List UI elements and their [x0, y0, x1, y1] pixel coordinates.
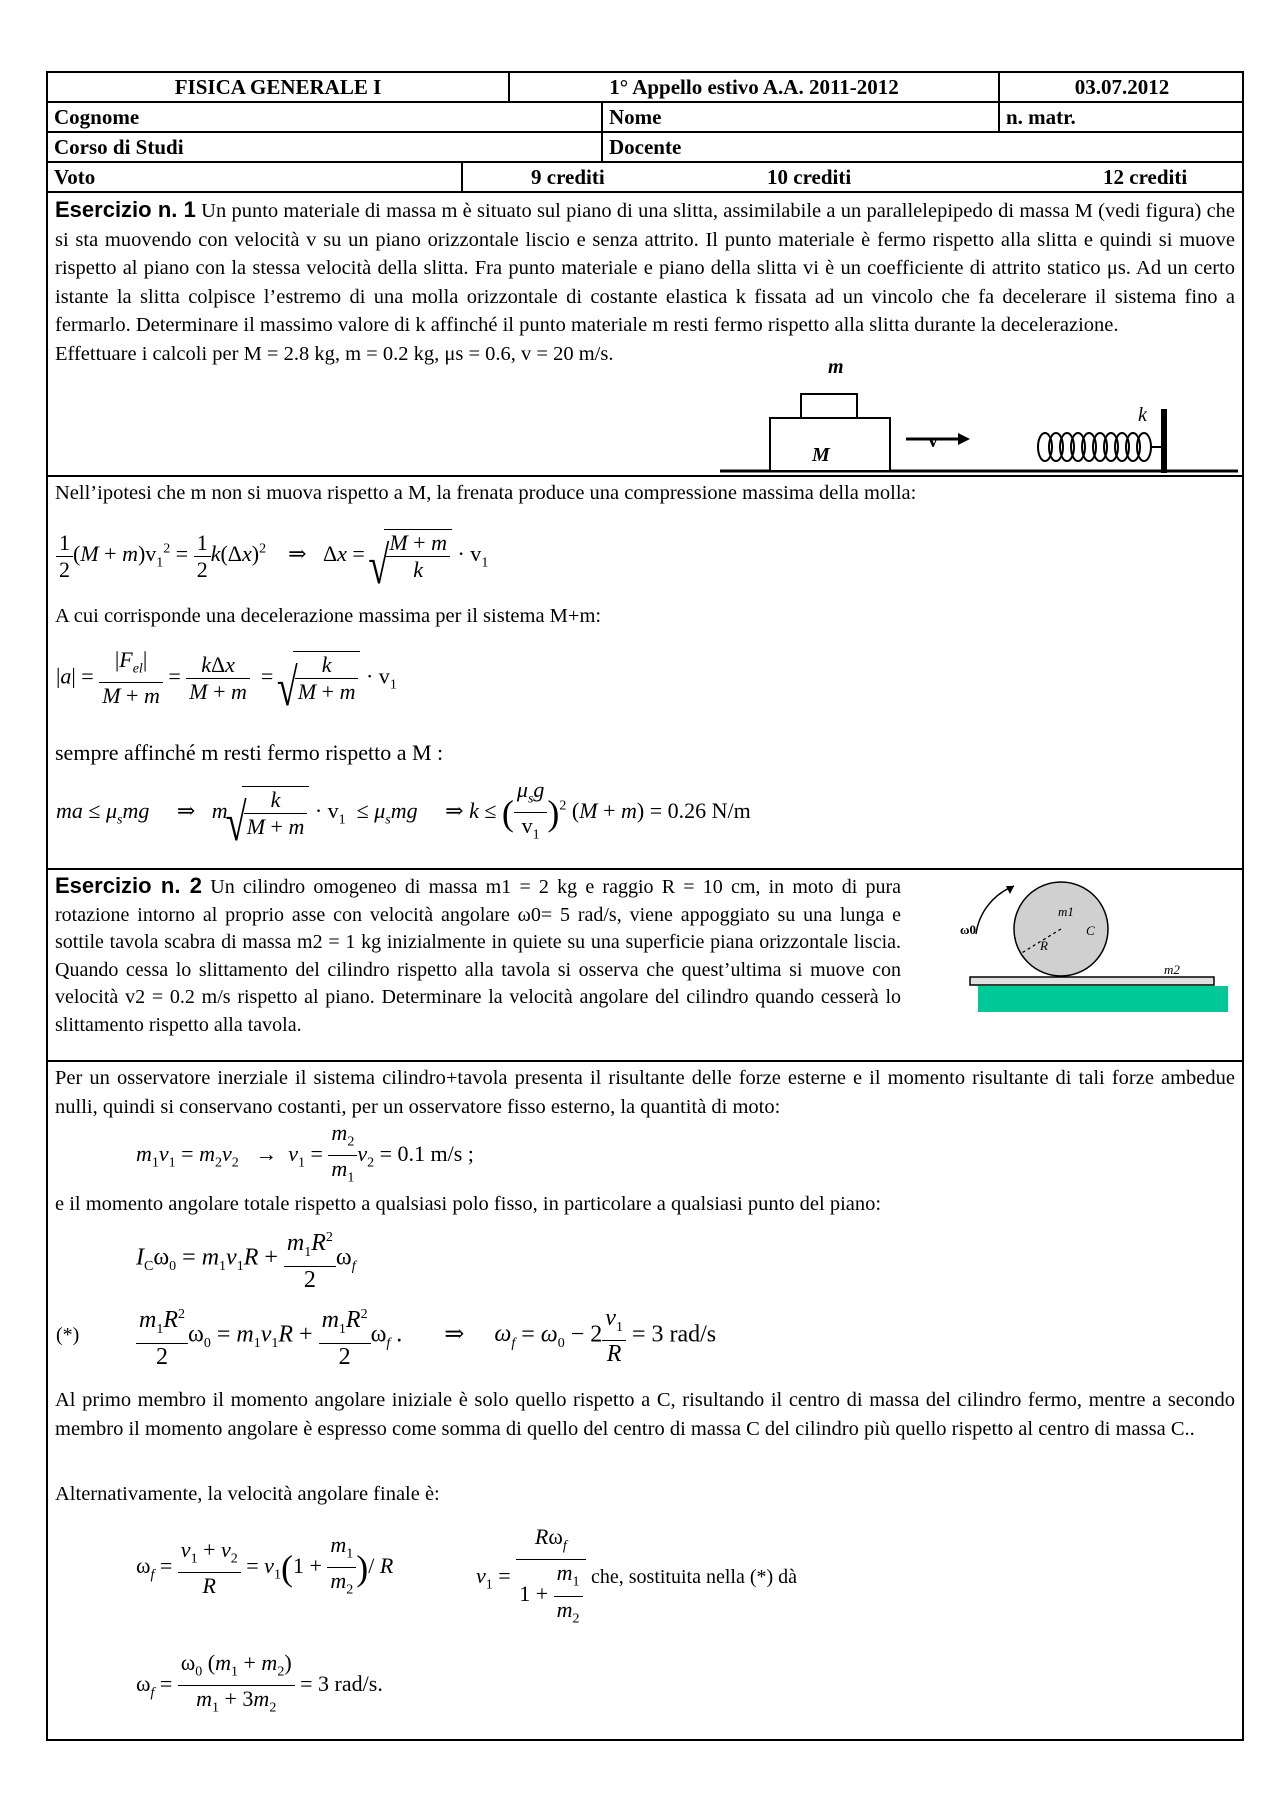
exercise-2-text: Un cilindro omogeneo di massa m1 = 2 kg e raggio R = 10 cm, in moto di pura rotazione intorno al proprio asse con velocità angolare ω0= 5 rad/s, viene appoggiato su una lunga e sottile tavola scabra di massa m2 = 1 kg inizialmente in quiete su una superficie piana orizzontale liscia. Quando cessa lo slittamento del cilindro rispetto alla tavola si osserva che quest’ultima si muove con velocità v2 = 0.2 m/s rispetto al piano. Determinare la velocità angolare del cilindro quando cesserà lo slittamento rispetto alla tavola.: [55, 876, 901, 1036]
exercise-1-title: Esercizio n. 1: [55, 197, 196, 222]
exam-session: 1° Appello estivo A.A. 2011-2012: [508, 73, 998, 101]
exercise-1-data: Effettuare i calcoli per M = 2.8 kg, m = 0.2 kg, μs = 0.6, v = 20 m/s.: [55, 342, 614, 365]
credits-12: 12 crediti: [1103, 165, 1188, 189]
exercise-2: [48, 868, 1242, 1060]
ground-surface: [978, 986, 1228, 1012]
omega-f-result: = 3 rad/s: [631, 1321, 717, 1348]
fig-label-v: v: [928, 430, 938, 452]
board-m2: [970, 977, 1214, 985]
ex2-solution-angular: e il momento angolare totale rispetto a qualsiasi polo fisso, in particolare a qualsiasi punto del piano:: [55, 1193, 882, 1215]
exercise-1-text: Un punto materiale di massa m è situato sul piano di una slitta, assimilabile a un parallelepipedo di massa M (vedi figura) che si sta muovendo con velocità v su un piano orizzontale liscio e senza attrito. Il punto materiale è fermo rispetto alla slitta e quindi si muove rispetto al piano con la stessa velocità della slitta. Fra punto materiale e piano della slitta vi è un coefficiente di attrito statico μs. Ad un certo istante la slitta colpisce l’estremo di una molla orizzontale di costante elastica k fissata ad un vincolo che fa decelerare il sistema fino a fermarlo. Determinare il massimo valore di k affinché il punto materiale m resti fermo rispetto alla slitta durante la decelerazione.: [55, 200, 1236, 336]
grade-label: Voto: [54, 165, 96, 189]
fig-label-M: M: [812, 444, 830, 466]
equation-acceleration: |a| = $\frac{|F_{el}|}{M + m}$ = $\frac{\text{kΔx}}{M + m}$ = √ $\frac{k}{M + m}$ · $v_1$: [56, 647, 397, 709]
point-mass-block: [801, 394, 857, 418]
sled-block: [770, 418, 890, 471]
surname-label: Cognome: [54, 105, 140, 129]
course-title: FISICA GENERALE I: [174, 75, 382, 99]
equation-k-limit: ma ≤ $\mu_smg$ ⇒ m √ $\frac{k}{M + m}$ · $v_1 \le \mu_smg$ ⇒ k ≤ ( $\frac{\mu_sg}{v_1}$ )$^2$ (M + m) = 0.26 N/m: [56, 777, 751, 849]
equation-final: $\omega_f$ = $\frac{\omega_0 (m_1 + m_2)}{m_1 + 3m_2}$ = 3 rad/s.: [136, 1650, 383, 1716]
exercise-1: [48, 194, 1242, 475]
header-row-grade: [48, 163, 1242, 193]
exam-date: 03.07.2012: [998, 73, 1244, 101]
ex2-solution-intro: Per un osservatore inerziale il sistema cilindro+tavola presenta il risultante delle forze esterne e il momento risultante di tali forze ambedue nulli, quindi si conservano costanti, per un osservatore fisso esterno, la quantità di moto:: [55, 1067, 1235, 1118]
fig-label-m1: m1: [1058, 904, 1074, 919]
velocity-arrowhead: [958, 433, 970, 445]
exercise-2-title: Esercizio n. 2: [55, 873, 203, 898]
rotation-arrowhead: [1006, 886, 1014, 894]
header-row-name: [48, 103, 1242, 133]
name-label: Nome: [601, 103, 998, 131]
equation-alternative-1: $\omega_f$ = $\frac{v_1 + v_2}{R}$ = $v_1(1$ + $\frac{m_1}{m_2}$ )/ R: [136, 1532, 394, 1599]
exercise-2-solution: [48, 1060, 1242, 1741]
equation-momentum: $m_1v_1 = m_2v_2 \to v_1$ = $\frac{m_2}{m_1}$ $v_2 = 0.1$ m/s ;: [136, 1120, 474, 1186]
header-row-course: [48, 133, 1242, 163]
fig-label-k: k: [1138, 404, 1147, 426]
rotation-arrow: [976, 886, 1014, 934]
exam-sheet: [46, 71, 1244, 1741]
equation-alternative-v1: $v_1$ = $R\omega_f$ 1 + $\frac{m_1}{m_2}$ che, sostituita nella (*) dà: [476, 1524, 798, 1627]
credits-9: 9 crediti: [531, 165, 605, 189]
ex2-solution-alternative: Alternativamente, la velocità angolare finale è:: [55, 1483, 440, 1505]
equation-angular-momentum: $I_C\omega_0 = m_1v_1R$ + $\frac{m_1R^2}{2}$ $\omega_f$: [136, 1225, 356, 1293]
fig-label-m: m: [828, 356, 844, 378]
final-result: = 3 rad/s.: [300, 1670, 383, 1696]
k-result: = 0.26 N/m: [649, 797, 751, 823]
header-row-title: [48, 73, 1242, 103]
ex1-solution-decel: A cui corrisponde una decelerazione massima per il sistema M+m:: [55, 605, 602, 627]
cylinder-board-figure: [928, 874, 1228, 1024]
substitution-text: che, sostituita nella (*) dà: [591, 1566, 798, 1589]
ex1-solution-intro: Nell’ipotesi che m non si muova rispetto a M, la frenata produce una compressione massima della molla:: [55, 482, 917, 504]
fig-label-omega0: ω0: [960, 922, 977, 937]
v1-result: = 0.1 m/s ;: [379, 1140, 474, 1166]
star-label: (*): [56, 1324, 80, 1346]
credits-10: 10 crediti: [767, 165, 852, 189]
fig-label-C: C: [1086, 923, 1095, 938]
credits-cell: [461, 163, 1244, 191]
sled-spring-figure: [718, 359, 1238, 475]
ex2-solution-explanation: Al primo membro il momento angolare iniziale è solo quello rispetto a C, risultando il centro di massa del cilindro fermo, mentre a secondo membro il momento angolare è espresso come somma di quello del centro di massa C del cilindro più quello rispetto al centro di massa C..: [55, 1389, 1235, 1440]
spring-wall: [1161, 409, 1167, 473]
equation-energy: $\frac{1}{2}$ $(M + m)v_1^2$ = $\frac{1}{2}$ $k(\Delta x)^2$ ⇒ Δx = √ $\frac{M + m}{k}$ · $v_1$: [56, 529, 488, 583]
ex1-solution-condition: sempre affinché m resti fermo rispetto a M :: [55, 740, 444, 765]
exercise-1-solution: [48, 475, 1242, 868]
study-label: Corso di Studi: [54, 135, 184, 159]
spring-coil: [1038, 433, 1151, 461]
matr-label: n. matr.: [998, 103, 1244, 131]
equation-omega-final: $\frac{m_1R^2}{2}$ $\omega_0 = m_1v_1R$ + $\frac{m_1R^2}{2}$ $\omega_f$ . ⇒ $\omega_f = \omega_0 - 2$ $\frac{v_1}{R}$ = 3 rad/s: [136, 1302, 716, 1370]
fig-label-R: R: [1040, 938, 1048, 953]
teacher-label: Docente: [601, 133, 1244, 161]
fig-label-m2: m2: [1164, 962, 1180, 977]
